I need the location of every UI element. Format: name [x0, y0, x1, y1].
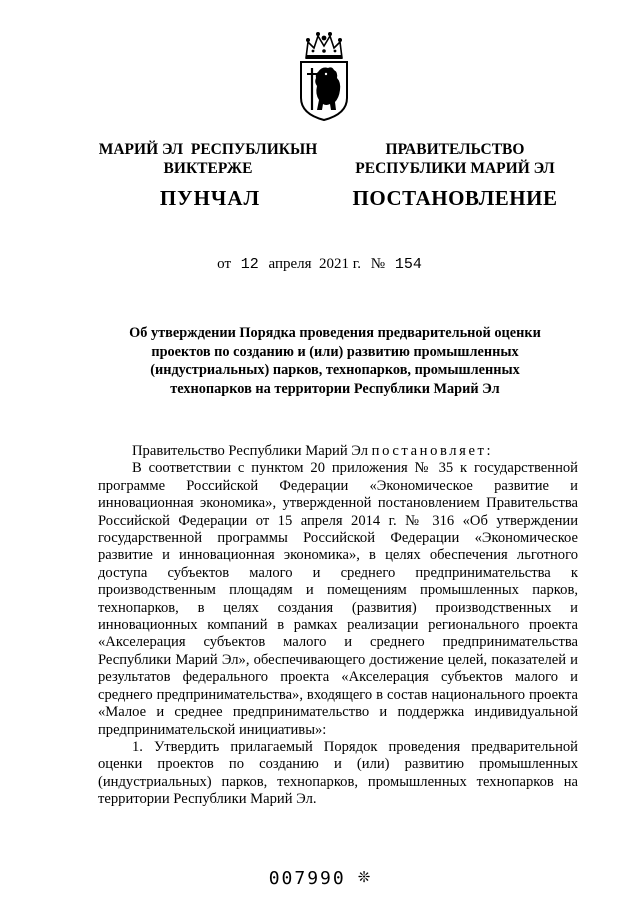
intro-verb: постановляет: — [371, 443, 494, 459]
document-title — [100, 324, 570, 398]
number-sign: № — [370, 256, 386, 272]
intro-paragraph — [98, 443, 578, 460]
document-number: 154 — [394, 256, 422, 273]
title-line: технопарков на территории Республики Марий Эл — [170, 380, 500, 397]
date-month-year: апреля 2021 г. — [268, 256, 362, 272]
header-right-line1: ПРАВИТЕЛЬСТВО — [385, 141, 525, 158]
title-line: (индустриальных) парков, технопарков, промышленных — [150, 362, 520, 378]
title-line: проектов по созданию и (или) развитию промышленных — [151, 343, 519, 360]
coat-of-arms-mari-el-icon — [295, 28, 353, 122]
header-right-line2: РЕСПУБЛИКИ МАРИЙ ЭЛ — [355, 160, 555, 177]
serial-number: 007990 — [268, 868, 346, 889]
date-day: 12 — [240, 256, 259, 273]
header-right-block — [340, 140, 570, 178]
date-line — [0, 256, 639, 273]
serial-stamp — [0, 868, 639, 889]
intro-subject: Правительство Республики Марий Эл — [132, 443, 369, 459]
body-paragraph: В соответствии с пунктом 20 приложения № 35 к государственной программе Российской Федерации «Экономическое развитие и инновационная экономика», утвержденной постановлением Правительства Российской Федерации от 15 апреля 2014 г. № 316 «Об утверждении государственной программы Российской Федерации «Экономическое развитие и инновационная экономика», в целях обеспечения льготного доступа субъектов малого и среднего предпринимательства к производственным площадям и помещениям промышленных парков, технопарков, в целях создания (развития) производственных и инновационных компаний в рамках реализации регионального проекта «Акселерация субъектов малого и среднего предпринимательства Республики Марий Эл», обеспечивающего достижение целей, показателей и результатов федерального проекта «Акселерация субъектов малого и среднего предпринимательства», входящего в состав национального проекта «Малое и среднее предпринимательство и поддержка индивидуальной предпринимательской инициативы»: — [98, 460, 578, 738]
header-left-line2: ВИКТЕРЖЕ — [163, 160, 253, 177]
asterisk-mark-icon: ❊ — [357, 868, 371, 886]
document-body — [98, 443, 578, 809]
header-left-block — [78, 140, 338, 178]
body-paragraph: 1. Утвердить прилагаемый Порядок проведения предварительной оценки проектов по созданию и (или) развитию промышленных (индустриальных) парков, технопарков, промышленных технопарков на территории Республики Марий Эл. — [98, 738, 578, 808]
doc-type-mari: ПУНЧАЛ — [159, 186, 261, 210]
title-line: Об утверждении Порядка проведения предварительной оценки — [129, 325, 541, 341]
doc-type-russian: ПОСТАНОВЛЕНИЕ — [352, 186, 558, 210]
date-prefix: от — [217, 256, 231, 272]
header-left-line1: МАРИЙ ЭЛ РЕСПУБЛИКЫН — [98, 141, 318, 158]
